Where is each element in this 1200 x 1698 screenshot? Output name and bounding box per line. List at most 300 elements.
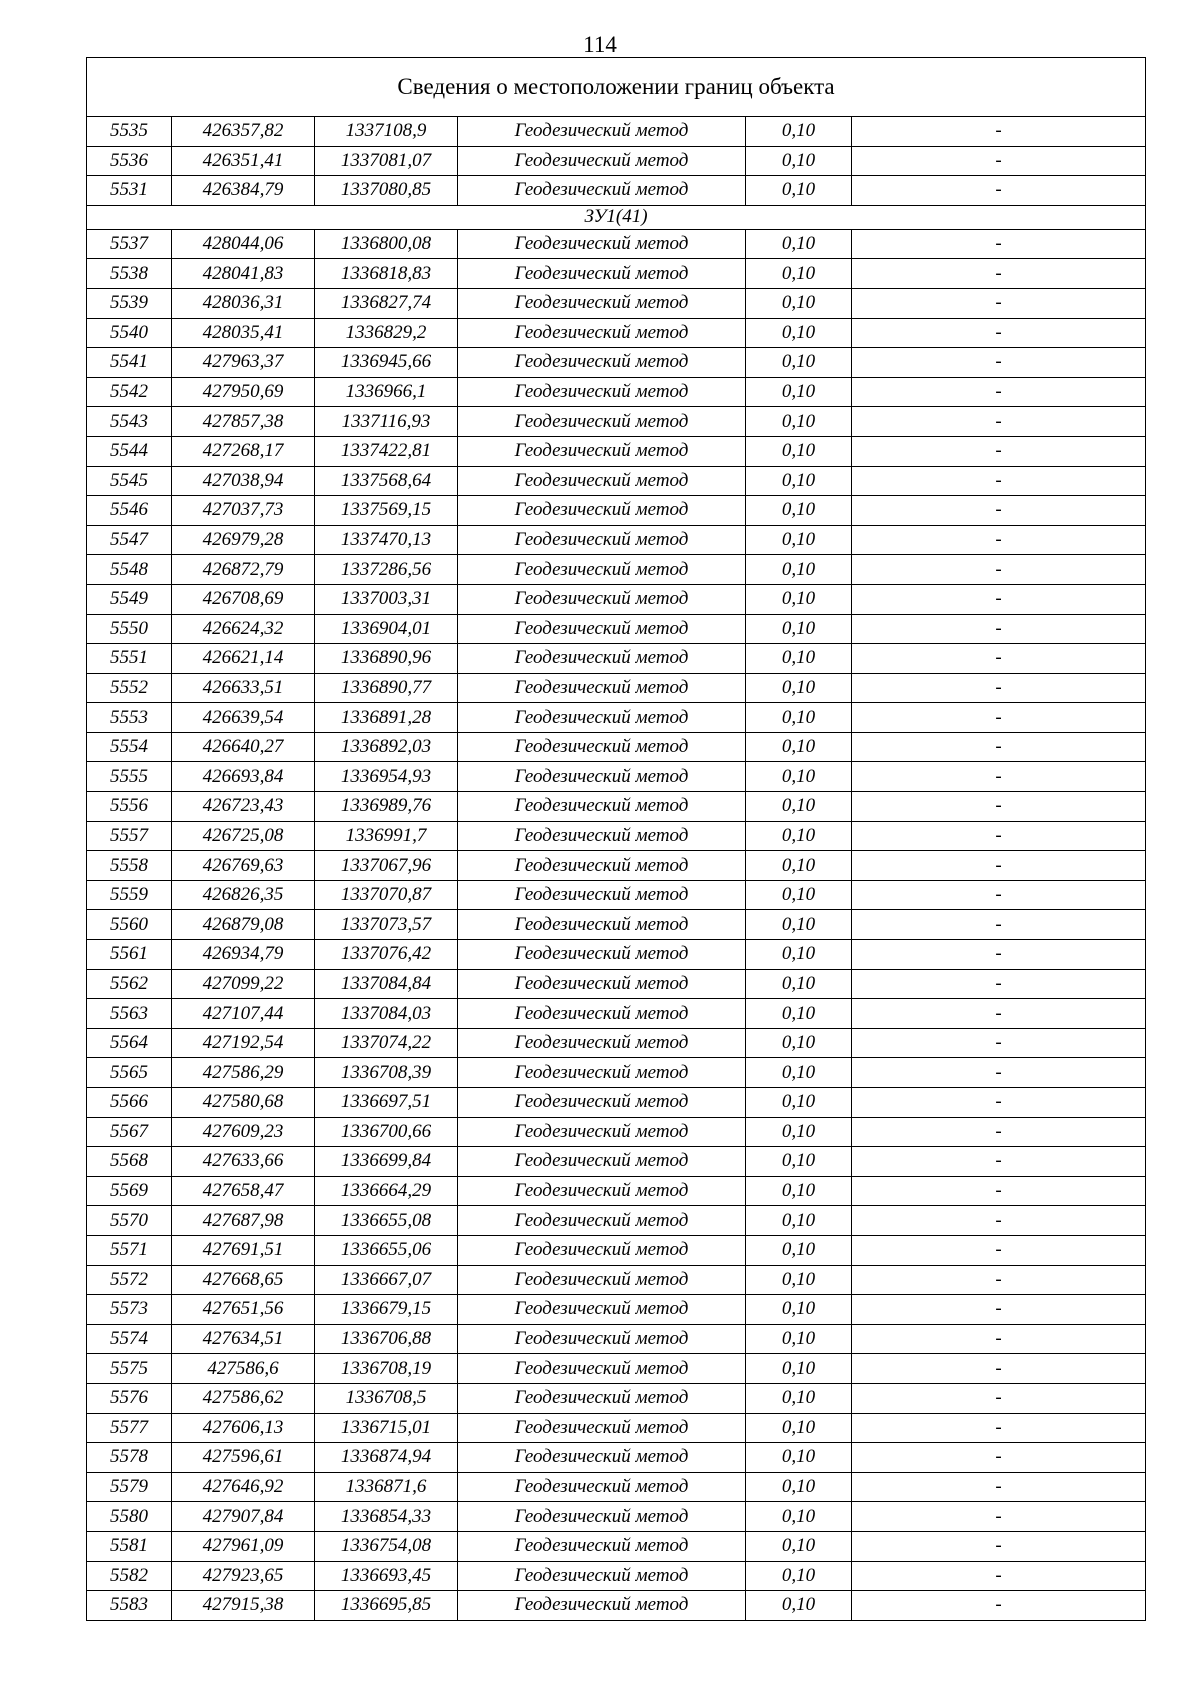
y-coordinate-cell: 1337286,56 [315,555,458,585]
table-row [87,969,1146,999]
accuracy-cell: 0,10 [746,1206,852,1236]
note-cell: - [852,584,1146,614]
y-coordinate-cell: 1336966,1 [315,377,458,407]
y-coordinate-cell: 1336679,15 [315,1295,458,1325]
accuracy-cell: 0,10 [746,1443,852,1473]
accuracy-cell: 0,10 [746,1088,852,1118]
accuracy-cell: 0,10 [746,1176,852,1206]
y-coordinate-cell: 1336892,03 [315,732,458,762]
point-number-cell: 5571 [87,1235,172,1265]
table-title-row [87,58,1146,117]
accuracy-cell: 0,10 [746,1472,852,1502]
point-number-cell: 5538 [87,259,172,289]
note-cell: - [852,969,1146,999]
x-coordinate-cell: 426351,41 [172,146,315,176]
point-number-cell: 5553 [87,703,172,733]
method-cell: Геодезический метод [458,1117,746,1147]
x-coordinate-cell: 427586,29 [172,1058,315,1088]
y-coordinate-cell: 1336715,01 [315,1413,458,1443]
table-row [87,407,1146,437]
accuracy-cell: 0,10 [746,821,852,851]
point-number-cell: 5537 [87,229,172,259]
section-label: ЗУ1(41) [87,205,1146,229]
note-cell: - [852,762,1146,792]
table-row [87,1265,1146,1295]
table-row [87,1591,1146,1621]
table-row [87,288,1146,318]
method-cell: Геодезический метод [458,407,746,437]
method-cell: Геодезический метод [458,732,746,762]
method-cell: Геодезический метод [458,377,746,407]
method-cell: Геодезический метод [458,1383,746,1413]
accuracy-cell: 0,10 [746,1502,852,1532]
y-coordinate-cell: 1336655,06 [315,1235,458,1265]
method-cell: Геодезический метод [458,1206,746,1236]
x-coordinate-cell: 427606,13 [172,1413,315,1443]
method-cell: Геодезический метод [458,762,746,792]
table-row [87,1147,1146,1177]
method-cell: Геодезический метод [458,1472,746,1502]
y-coordinate-cell: 1337108,9 [315,117,458,147]
y-coordinate-cell: 1336989,76 [315,792,458,822]
note-cell: - [852,792,1146,822]
x-coordinate-cell: 427099,22 [172,969,315,999]
y-coordinate-cell: 1337081,07 [315,146,458,176]
y-coordinate-cell: 1336871,6 [315,1472,458,1502]
y-coordinate-cell: 1337074,22 [315,1028,458,1058]
table-row [87,1058,1146,1088]
point-number-cell: 5581 [87,1531,172,1561]
method-cell: Геодезический метод [458,348,746,378]
note-cell: - [852,1265,1146,1295]
x-coordinate-cell: 427961,09 [172,1531,315,1561]
x-coordinate-cell: 427658,47 [172,1176,315,1206]
table-row [87,466,1146,496]
accuracy-cell: 0,10 [746,1147,852,1177]
accuracy-cell: 0,10 [746,407,852,437]
accuracy-cell: 0,10 [746,703,852,733]
note-cell: - [852,318,1146,348]
accuracy-cell: 0,10 [746,969,852,999]
y-coordinate-cell: 1337003,31 [315,584,458,614]
x-coordinate-cell: 427634,51 [172,1324,315,1354]
point-number-cell: 5536 [87,146,172,176]
method-cell: Геодезический метод [458,146,746,176]
x-coordinate-cell: 427633,66 [172,1147,315,1177]
x-coordinate-cell: 428041,83 [172,259,315,289]
note-cell: - [852,117,1146,147]
note-cell: - [852,436,1146,466]
x-coordinate-cell: 426384,79 [172,176,315,206]
table-row [87,555,1146,585]
note-cell: - [852,910,1146,940]
y-coordinate-cell: 1337073,57 [315,910,458,940]
y-coordinate-cell: 1336667,07 [315,1265,458,1295]
point-number-cell: 5579 [87,1472,172,1502]
table-row [87,377,1146,407]
x-coordinate-cell: 426872,79 [172,555,315,585]
accuracy-cell: 0,10 [746,644,852,674]
point-number-cell: 5566 [87,1088,172,1118]
point-number-cell: 5561 [87,940,172,970]
y-coordinate-cell: 1336697,51 [315,1088,458,1118]
table-row [87,1502,1146,1532]
note-cell: - [852,1088,1146,1118]
method-cell: Геодезический метод [458,1443,746,1473]
note-cell: - [852,1502,1146,1532]
y-coordinate-cell: 1337070,87 [315,880,458,910]
note-cell: - [852,1147,1146,1177]
table-row [87,1561,1146,1591]
note-cell: - [852,1117,1146,1147]
note-cell: - [852,1443,1146,1473]
point-number-cell: 5544 [87,436,172,466]
x-coordinate-cell: 426725,08 [172,821,315,851]
accuracy-cell: 0,10 [746,176,852,206]
point-number-cell: 5560 [87,910,172,940]
accuracy-cell: 0,10 [746,1324,852,1354]
method-cell: Геодезический метод [458,910,746,940]
point-number-cell: 5556 [87,792,172,822]
table-row [87,229,1146,259]
note-cell: - [852,1206,1146,1236]
y-coordinate-cell: 1336800,08 [315,229,458,259]
point-number-cell: 5576 [87,1383,172,1413]
x-coordinate-cell: 427691,51 [172,1235,315,1265]
x-coordinate-cell: 427586,62 [172,1383,315,1413]
point-number-cell: 5550 [87,614,172,644]
point-number-cell: 5583 [87,1591,172,1621]
y-coordinate-cell: 1336708,19 [315,1354,458,1384]
accuracy-cell: 0,10 [746,436,852,466]
table-title: Сведения о местоположении границ объекта [87,58,1146,117]
method-cell: Геодезический метод [458,1176,746,1206]
accuracy-cell: 0,10 [746,377,852,407]
method-cell: Геодезический метод [458,969,746,999]
table-row [87,1472,1146,1502]
table-row [87,792,1146,822]
y-coordinate-cell: 1336754,08 [315,1531,458,1561]
point-number-cell: 5577 [87,1413,172,1443]
x-coordinate-cell: 426693,84 [172,762,315,792]
method-cell: Геодезический метод [458,525,746,555]
x-coordinate-cell: 427609,23 [172,1117,315,1147]
note-cell: - [852,1472,1146,1502]
note-cell: - [852,880,1146,910]
note-cell: - [852,525,1146,555]
y-coordinate-cell: 1336945,66 [315,348,458,378]
y-coordinate-cell: 1336991,7 [315,821,458,851]
accuracy-cell: 0,10 [746,229,852,259]
method-cell: Геодезический метод [458,880,746,910]
table-row [87,348,1146,378]
point-number-cell: 5569 [87,1176,172,1206]
x-coordinate-cell: 426639,54 [172,703,315,733]
x-coordinate-cell: 427107,44 [172,999,315,1029]
y-coordinate-cell: 1336706,88 [315,1324,458,1354]
y-coordinate-cell: 1336891,28 [315,703,458,733]
note-cell: - [852,999,1146,1029]
table-body [87,58,1146,1621]
method-cell: Геодезический метод [458,940,746,970]
y-coordinate-cell: 1337422,81 [315,436,458,466]
method-cell: Геодезический метод [458,318,746,348]
point-number-cell: 5551 [87,644,172,674]
note-cell: - [852,1383,1146,1413]
accuracy-cell: 0,10 [746,1058,852,1088]
note-cell: - [852,146,1146,176]
y-coordinate-cell: 1336890,96 [315,644,458,674]
table-row [87,584,1146,614]
method-cell: Геодезический метод [458,703,746,733]
x-coordinate-cell: 427668,65 [172,1265,315,1295]
y-coordinate-cell: 1337569,15 [315,496,458,526]
method-cell: Геодезический метод [458,117,746,147]
note-cell: - [852,496,1146,526]
point-number-cell: 5559 [87,880,172,910]
y-coordinate-cell: 1336874,94 [315,1443,458,1473]
point-number-cell: 5541 [87,348,172,378]
note-cell: - [852,703,1146,733]
table-row [87,1324,1146,1354]
x-coordinate-cell: 428036,31 [172,288,315,318]
x-coordinate-cell: 427038,94 [172,466,315,496]
table-row [87,496,1146,526]
x-coordinate-cell: 427037,73 [172,496,315,526]
x-coordinate-cell: 427192,54 [172,1028,315,1058]
table-row [87,703,1146,733]
x-coordinate-cell: 426621,14 [172,644,315,674]
x-coordinate-cell: 426357,82 [172,117,315,147]
point-number-cell: 5554 [87,732,172,762]
accuracy-cell: 0,10 [746,584,852,614]
y-coordinate-cell: 1337067,96 [315,851,458,881]
point-number-cell: 5563 [87,999,172,1029]
method-cell: Геодезический метод [458,1235,746,1265]
table-row [87,1206,1146,1236]
accuracy-cell: 0,10 [746,466,852,496]
table-row [87,673,1146,703]
x-coordinate-cell: 427950,69 [172,377,315,407]
point-number-cell: 5547 [87,525,172,555]
method-cell: Геодезический метод [458,288,746,318]
table-row [87,614,1146,644]
accuracy-cell: 0,10 [746,146,852,176]
method-cell: Геодезический метод [458,673,746,703]
method-cell: Геодезический метод [458,584,746,614]
table-row [87,1383,1146,1413]
table-row [87,1176,1146,1206]
note-cell: - [852,1354,1146,1384]
y-coordinate-cell: 1336708,5 [315,1383,458,1413]
accuracy-cell: 0,10 [746,792,852,822]
note-cell: - [852,1591,1146,1621]
point-number-cell: 5565 [87,1058,172,1088]
point-number-cell: 5549 [87,584,172,614]
note-cell: - [852,348,1146,378]
note-cell: - [852,176,1146,206]
point-number-cell: 5555 [87,762,172,792]
point-number-cell: 5558 [87,851,172,881]
note-cell: - [852,732,1146,762]
accuracy-cell: 0,10 [746,117,852,147]
point-number-cell: 5567 [87,1117,172,1147]
note-cell: - [852,1295,1146,1325]
y-coordinate-cell: 1337116,93 [315,407,458,437]
method-cell: Геодезический метод [458,851,746,881]
table-row [87,259,1146,289]
method-cell: Геодезический метод [458,614,746,644]
method-cell: Геодезический метод [458,792,746,822]
y-coordinate-cell: 1336854,33 [315,1502,458,1532]
point-number-cell: 5580 [87,1502,172,1532]
note-cell: - [852,466,1146,496]
point-number-cell: 5545 [87,466,172,496]
accuracy-cell: 0,10 [746,880,852,910]
boundary-coordinates-table [86,57,1146,1621]
accuracy-cell: 0,10 [746,1295,852,1325]
method-cell: Геодезический метод [458,999,746,1029]
y-coordinate-cell: 1337080,85 [315,176,458,206]
table-row [87,1088,1146,1118]
method-cell: Геодезический метод [458,229,746,259]
point-number-cell: 5572 [87,1265,172,1295]
y-coordinate-cell: 1336954,93 [315,762,458,792]
note-cell: - [852,1324,1146,1354]
table-row [87,1028,1146,1058]
note-cell: - [852,377,1146,407]
note-cell: - [852,1028,1146,1058]
method-cell: Геодезический метод [458,466,746,496]
method-cell: Геодезический метод [458,821,746,851]
table-row [87,999,1146,1029]
table-row [87,851,1146,881]
point-number-cell: 5557 [87,821,172,851]
note-cell: - [852,644,1146,674]
accuracy-cell: 0,10 [746,1591,852,1621]
point-number-cell: 5542 [87,377,172,407]
note-cell: - [852,851,1146,881]
method-cell: Геодезический метод [458,1591,746,1621]
table-row [87,1117,1146,1147]
method-cell: Геодезический метод [458,436,746,466]
method-cell: Геодезический метод [458,1265,746,1295]
x-coordinate-cell: 427915,38 [172,1591,315,1621]
method-cell: Геодезический метод [458,1324,746,1354]
y-coordinate-cell: 1336827,74 [315,288,458,318]
x-coordinate-cell: 427923,65 [172,1561,315,1591]
table-row [87,644,1146,674]
table-row [87,821,1146,851]
accuracy-cell: 0,10 [746,614,852,644]
x-coordinate-cell: 426769,63 [172,851,315,881]
x-coordinate-cell: 427907,84 [172,1502,315,1532]
x-coordinate-cell: 426879,08 [172,910,315,940]
accuracy-cell: 0,10 [746,673,852,703]
table-row [87,880,1146,910]
x-coordinate-cell: 426723,43 [172,792,315,822]
y-coordinate-cell: 1336655,08 [315,1206,458,1236]
accuracy-cell: 0,10 [746,851,852,881]
table-row [87,318,1146,348]
table-row [87,732,1146,762]
method-cell: Геодезический метод [458,259,746,289]
method-cell: Геодезический метод [458,1354,746,1384]
x-coordinate-cell: 427596,61 [172,1443,315,1473]
note-cell: - [852,259,1146,289]
y-coordinate-cell: 1337084,03 [315,999,458,1029]
table-row [87,940,1146,970]
x-coordinate-cell: 427580,68 [172,1088,315,1118]
accuracy-cell: 0,10 [746,318,852,348]
method-cell: Геодезический метод [458,1058,746,1088]
method-cell: Геодезический метод [458,1295,746,1325]
y-coordinate-cell: 1336818,83 [315,259,458,289]
x-coordinate-cell: 426979,28 [172,525,315,555]
x-coordinate-cell: 427586,6 [172,1354,315,1384]
page-number: 114 [583,32,617,57]
point-number-cell: 5564 [87,1028,172,1058]
accuracy-cell: 0,10 [746,1383,852,1413]
note-cell: - [852,1235,1146,1265]
y-coordinate-cell: 1336904,01 [315,614,458,644]
accuracy-cell: 0,10 [746,496,852,526]
table-row [87,762,1146,792]
accuracy-cell: 0,10 [746,525,852,555]
y-coordinate-cell: 1336890,77 [315,673,458,703]
table-row [87,910,1146,940]
point-number-cell: 5570 [87,1206,172,1236]
x-coordinate-cell: 428044,06 [172,229,315,259]
point-number-cell: 5543 [87,407,172,437]
y-coordinate-cell: 1337084,84 [315,969,458,999]
note-cell: - [852,288,1146,318]
x-coordinate-cell: 427651,56 [172,1295,315,1325]
point-number-cell: 5546 [87,496,172,526]
accuracy-cell: 0,10 [746,1531,852,1561]
method-cell: Геодезический метод [458,1413,746,1443]
table-row [87,436,1146,466]
point-number-cell: 5574 [87,1324,172,1354]
method-cell: Геодезический метод [458,1028,746,1058]
method-cell: Геодезический метод [458,1147,746,1177]
accuracy-cell: 0,10 [746,1265,852,1295]
method-cell: Геодезический метод [458,1561,746,1591]
accuracy-cell: 0,10 [746,1117,852,1147]
note-cell: - [852,407,1146,437]
section-header-row [87,205,1146,229]
accuracy-cell: 0,10 [746,555,852,585]
x-coordinate-cell: 427857,38 [172,407,315,437]
x-coordinate-cell: 427646,92 [172,1472,315,1502]
point-number-cell: 5568 [87,1147,172,1177]
method-cell: Геодезический метод [458,644,746,674]
point-number-cell: 5539 [87,288,172,318]
note-cell: - [852,1531,1146,1561]
accuracy-cell: 0,10 [746,732,852,762]
x-coordinate-cell: 427268,17 [172,436,315,466]
accuracy-cell: 0,10 [746,259,852,289]
note-cell: - [852,555,1146,585]
x-coordinate-cell: 427963,37 [172,348,315,378]
table-row [87,525,1146,555]
method-cell: Геодезический метод [458,1502,746,1532]
x-coordinate-cell: 426633,51 [172,673,315,703]
note-cell: - [852,229,1146,259]
note-cell: - [852,1176,1146,1206]
y-coordinate-cell: 1337076,42 [315,940,458,970]
method-cell: Геодезический метод [458,176,746,206]
